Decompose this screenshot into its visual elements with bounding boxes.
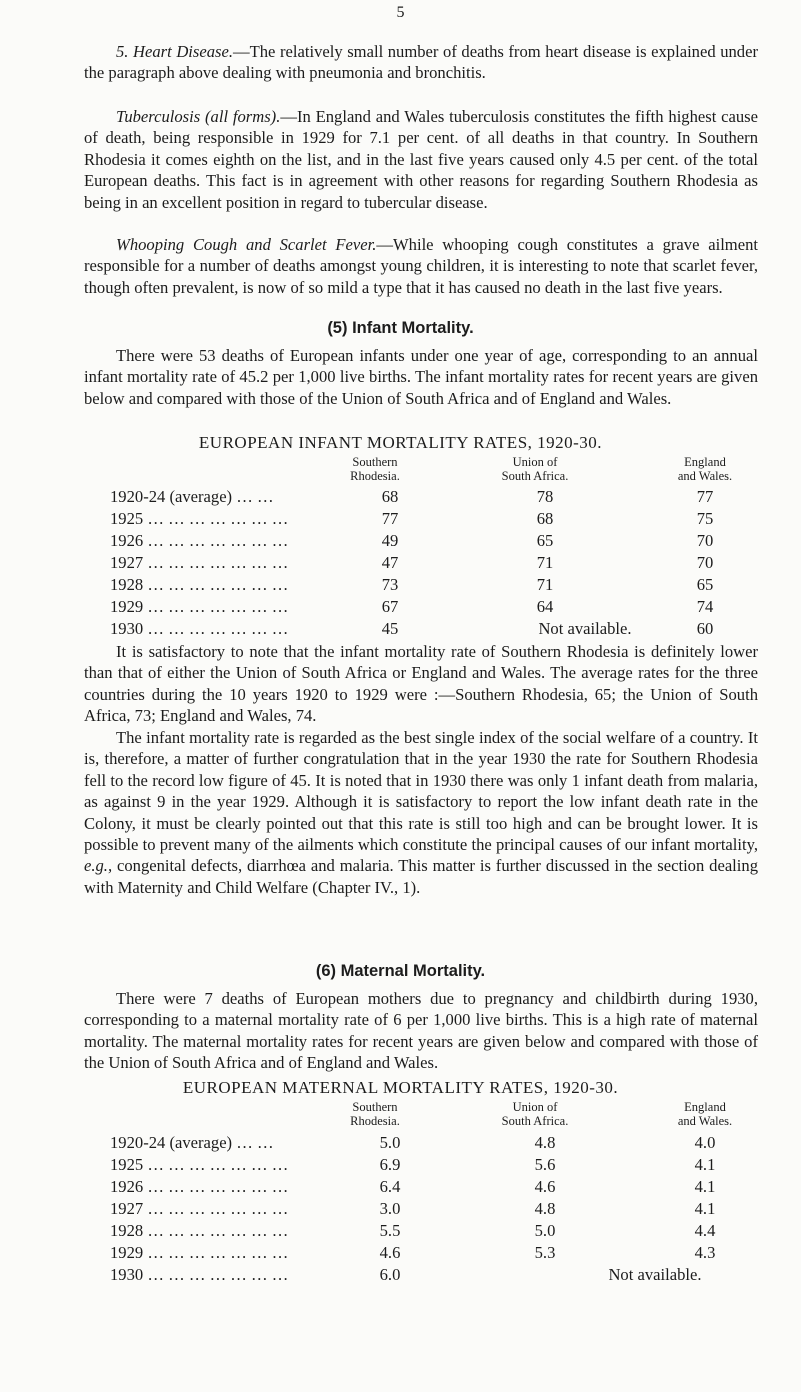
heart-disease-paragraph: [84, 41, 758, 84]
infant-col-union-south-africa: Union of South Africa.: [501, 455, 569, 483]
table-row: 1925 … … … … … … … 6.9 5.6 4.1: [110, 1155, 716, 1174]
table-row: 1926 … … … … … … … 49 65 70: [110, 531, 714, 550]
infant-comparison-paragraph: It is satisfactory to note that the infant mortality rate of Southern Rhodesia is definitely lower than that of either the Union of South Africa or England and Wales. The average rates for the three countries during the 10 years 1920 to 1929 were :—Southern Rhodesia, 65; the Union of South Africa, 73; England and Wales, 74.: [84, 642, 758, 726]
maternal-intro-paragraph: There were 7 deaths of European mothers due to pregnancy and childbirth during 1930, corresponding to a maternal mortality rate of 6 per 1,000 live births. This is a high rate of maternal mortality. The maternal mortality rates for recent years are given below and compared with those of the Union of South Africa and of England and Wales.: [84, 989, 758, 1073]
heart-disease-text: —The relatively small number of deaths from heart disease is explained under the paragraph above dealing with pneumonia and bronchitis.: [84, 42, 758, 83]
table-row: 1928 … … … … … … … 5.5 5.0 4.4: [110, 1221, 716, 1240]
maternal-mortality-heading: (6) Maternal Mortality.: [315, 962, 486, 980]
tuberculosis-heading: Tuberculosis (all forms).: [116, 107, 281, 126]
maternal-col-england-wales: England and Wales.: [677, 1100, 733, 1128]
maternal-table-title: EUROPEAN MATERNAL MORTALITY RATES, 1920-30.: [182, 1078, 619, 1097]
infant-mortality-heading: (5) Infant Mortality.: [327, 319, 474, 337]
table-row: 1925 … … … … … … … 77 68 75: [110, 509, 714, 528]
table-row: 1927 … … … … … … … 47 71 70: [110, 553, 714, 572]
table-row: 1926 … … … … … … … 6.4 4.6 4.1: [110, 1177, 716, 1196]
infant-col-england-wales: England and Wales.: [677, 455, 733, 483]
maternal-col-southern-rhodesia: Southern Rhodesia.: [350, 1100, 400, 1128]
page-number: 5: [396, 4, 405, 21]
table-row: 1929 … … … … … … … 67 64 74: [110, 597, 714, 616]
tuberculosis-text: —In England and Wales tuberculosis constitutes the fifth highest cause of death, being responsible in 1929 for 7.1 per cent. of all deaths in that country. In Southern Rhodesia it comes eighth on the list, and in the last five years caused only 4.5 per cent. of the total European deaths. This fact is in agreement with other reasons for regarding Southern Rhodesia as being in an excellent position in regard to tubercular disease.: [84, 107, 759, 212]
table-row: 1920-24 (average) … … 5.0 4.8 4.0: [110, 1133, 716, 1152]
whooping-cough-heading: Whooping Cough and Scarlet Fever.: [116, 235, 377, 254]
tuberculosis-paragraph: [84, 106, 758, 213]
table-row: 1920-24 (average) … … 68 78 77: [110, 487, 714, 506]
table-row: 1927 … … … … … … … 3.0 4.8 4.1: [110, 1199, 716, 1218]
whooping-cough-text: —While whooping cough constitutes a grave ailment responsible for a number of deaths amongst young children, it is interesting to note that scarlet fever, though often prevalent, is now of so mild a type that it has caused no death in the last five years.: [84, 235, 758, 297]
infant-table-title: EUROPEAN INFANT MORTALITY RATES, 1920-30.: [198, 433, 603, 452]
table-row: 1930 … … … … … … … 6.0 Not available.: [110, 1265, 702, 1284]
infant-col-southern-rhodesia: Southern Rhodesia.: [350, 455, 400, 483]
infant-intro-paragraph: There were 53 deaths of European infants under one year of age, corresponding to an annual infant mortality rate of 45.2 per 1,000 live births. The infant mortality rates for recent years are given below and compared with those of the Union of South Africa and of England and Wales.: [84, 346, 758, 408]
heart-disease-heading: 5. Heart Disease.: [116, 42, 234, 61]
maternal-col-union-south-africa: Union of South Africa.: [501, 1100, 569, 1128]
table-row: 1930 … … … … … … … 45 Not available. 60: [110, 619, 714, 638]
infant-welfare-paragraph: The infant mortality rate is regarded as the best single index of the social welfare of a country. It is, therefore, a matter of further congratulation that in the year 1930 the rate for Southern Rhodesia fell to the record low figure of 45. It is noted that in 1930 there was only 1 infant death from malaria, as against 9 in the year 1929. Although it is satisfactory to report the low infant death rate in the Colony, it must be clearly pointed out that this rate is still too high and can be brought lower. It is possible to prevent many of the ailments which constitute the principal causes of our infant mortality, e.g., congenital defects, diarrhœa and malaria. This matter is further discussed in the section dealing with Maternity and Child Welfare (Chapter IV., 1).: [84, 728, 758, 897]
table-row: 1929 … … … … … … … 4.6 5.3 4.3: [110, 1243, 716, 1262]
table-row: 1928 … … … … … … … 73 71 65: [110, 575, 714, 594]
whooping-cough-paragraph: [84, 234, 758, 298]
